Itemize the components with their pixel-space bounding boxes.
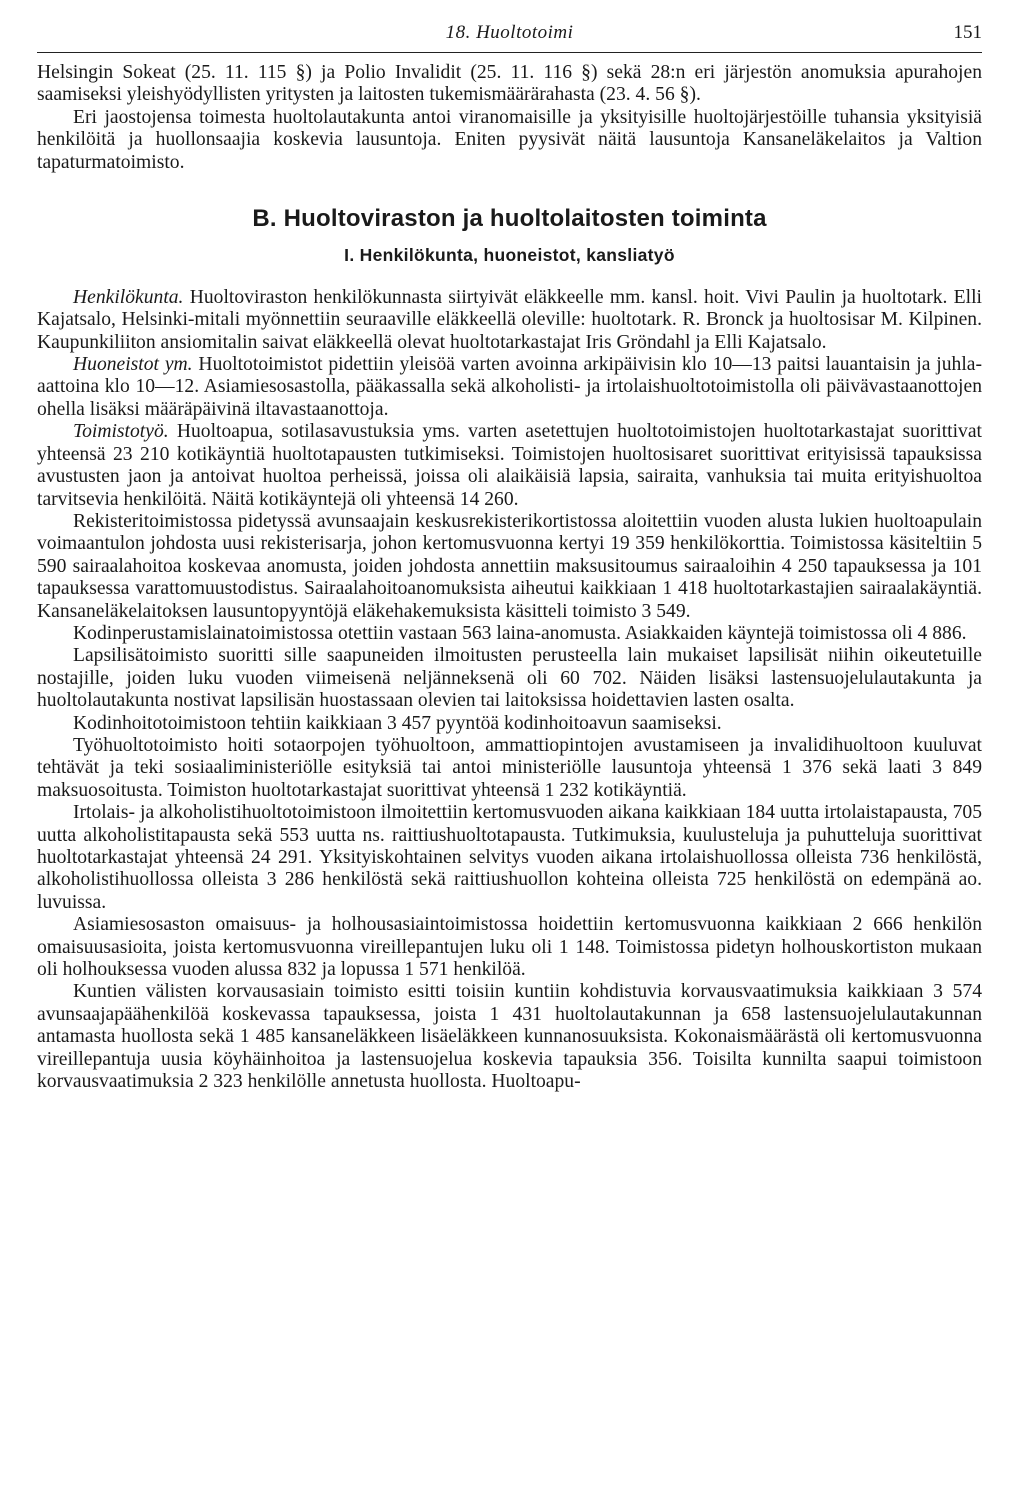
paragraph-lead: Toimistotyö. [73, 421, 169, 443]
paragraph: Kuntien välisten korvausasiain toimisto esitti toisiin kuntiin kohdistuvia korvausvaatimuksia kaikkiaan 3 574 avunsaajapäähenkilöä koskevassa tapauksessa, joista 1 431 huoltolautakunnan ja 658 lastensuojelulautakunnan antamasta huollosta sekä 1 485 kansaneläkkeen lisäeläkkeen kunnanosuuksista. Kokonaismäärästä oli kertomusvuonna vireillepantuja uusia köyhäinhoitoa ja lastensuojelua koskevia tapauksia 356. Toisilta kunnilta saapui toimistoon korvausvaatimuksia 2 323 henkilölle annetusta huollosta. Huoltoapu- [37, 981, 982, 1093]
paragraph: Kodinhoitotoimistoon tehtiin kaikkiaan 3 457 pyyntöä kodinhoitoavun saamiseksi. [73, 712, 722, 734]
body-text [37, 62, 982, 1093]
section-title: 18. Huoltotoimi [445, 22, 574, 43]
paragraph: Helsingin Sokeat (25. 11. 115 §) ja Polio Invalidit (25. 11. 116 §) sekä 28:n eri järjestön anomuksia apurahojen saamiseksi yleishyödyllisten yritysten ja laitosten tukemismäärärahasta (23. 4. 56 §). [37, 62, 982, 106]
paragraph-text: Huoltotoimistot pidettiin yleisöä varten avoinna arkipäivisin klo 10—13 paitsi lauantaisin ja juhla-aattoina klo 10—12. Asiamiesosastolla, pääkassalla sekä alkoholisti- ja irtolaishuoltotoimistolla oli päivävastaanottojen ohella lisäksi määräpäivinä iltavastaanottoja. [37, 354, 982, 420]
paragraph: Eri jaostojensa toimesta huoltolautakunta antoi viranomaisille ja yksityisille huoltojärjestöille tuhansia yksityisiä henkilöitä ja huollonsaajia koskevia lausuntoja. Eniten pyysivät näitä lausuntoja Kansaneläkelaitos ja Valtion tapaturmatoimisto. [37, 106, 982, 173]
paragraph: Lapsilisätoimisto suoritti sille saapuneiden ilmoitusten perusteella lain mukaiset lapsilisät niihin oikeutetuille nostajille, joiden luku vuoden viimeisenä neljänneksenä oli 60 702. Näiden lisäksi lastensuojelulautakunta ja huoltolautakunta nostivat lapsilisän huostassaan olevien tai laitoksissa hoidettavien lasten osalta. [37, 645, 982, 712]
paragraph: Asiamiesosaston omaisuus- ja holhousasiaintoimistossa hoidettiin kertomusvuonna kaikkiaan 2 666 henkilön omaisuusasioita, joista kertomusvuonna vireillepantujen luku oli 1 148. Toimistossa pidetyn holhouskortiston mukaan oli holhouksessa vuoden alussa 832 ja lopussa 1 571 henkilöä. [37, 914, 982, 981]
page-number: 151 [953, 22, 982, 43]
paragraph-text: Huoltoviraston henkilökunnasta siirtyivät eläkkeelle mm. kansl. hoit. Vivi Paulin ja huoltotark. Elli Kajatsalo, Helsinki-mitali myönnettiin seuraaville eläkkeellä oleville: huoltotark. R. Bronck ja huoltosisar M. Kilpinen. Kaupunkiliiton ansiomitalin saivat eläkkeellä olevat huoltotarkastajat Iris Gröndahl ja Elli Kajatsalo. [37, 286, 982, 353]
paragraph: Rekisteritoimistossa pidetyssä avunsaajain keskusrekisterikortistossa aloitettiin vuoden alusta lukien huoltoapulain voimaantulon johdosta uusi rekisterisarja, johon kertomusvuonna kertyi 19 359 henkilökorttia. Toimistossa käsiteltiin 5 590 sairaalahoitoa koskevaa anomusta, joiden johdosta annettiin maksusitoumus sairaaloihin 4 250 tapauksessa ja 101 tapauksessa varattomuustodistus. Sairaalahoitoanomuksista aiheutui kaikkiaan 1 418 huoltotarkastajien sairaalakäyntiä. Kansaneläkelaitoksen lausuntopyyntöjä eläkehakemuksista käsitteli toimisto 3 549. [37, 510, 982, 622]
paragraph-lead: Huoneistot ym. [73, 354, 193, 376]
section-heading: B. Huoltoviraston ja huoltolaitosten toiminta [252, 205, 767, 233]
paragraph-text: Huoltoapua, sotilasavustuksia yms. varten asetettujen huoltotoimistojen huoltotarkastajat suorittivat yhteensä 23 210 kotikäyntiä huoltotapausten tutkimiseksi. Toimistojen huoltosisaret suorittivat erityisissä tapauksissa avustusten jaon ja antoivat huoltoa perheissä, joissa oli alaikäisiä lapsia, sairaita, vanhuksia tai muita erityishuoltoa tarvitsevia henkilöitä. Näitä kotikäyntejä oli yhteensä 14 260. [37, 421, 982, 510]
paragraph: Työhuoltotoimisto hoiti sotaorpojen työhuoltoon, ammattiopintojen avustamiseen ja invalidihuoltoon kuuluvat tehtävät ja teki sosiaaliministeriölle esityksiä tai antoi ministeriölle lausuntoja yhteensä 1 376 sekä laati 3 849 maksuosoitusta. Toimiston huoltotarkastajat suorittivat yhteensä 1 232 kotikäyntiä. [37, 734, 982, 801]
subsection-heading: I. Henkilökunta, huoneistot, kansliatyö [344, 245, 675, 266]
paragraph [37, 354, 982, 421]
paragraph: Irtolais- ja alkoholistihuoltotoimistoon ilmoitettiin kertomusvuoden aikana kaikkiaan 184 uutta irtolaistapausta, 705 uutta alkoholistitapausta sekä 553 uutta ns. raittiushuoltotapausta. Tutkimuksia, kuulusteluja ja puhutteluja suorittivat huoltotarkastajat yhteensä 24 291. Yksityiskohtainen selvitys vuoden aikana irtolaishuollossa olleista 736 henkilöstä, alkoholistihuollossa olleista 3 286 henkilöstä sekä raittiushuollon kohteina olleista 725 henkilöstä on edempänä ao. luvuissa. [37, 802, 982, 913]
paragraph-lead: Henkilökunta. [73, 286, 184, 308]
paragraph: Kodinperustamislainatoimistossa otettiin vastaan 563 laina-anomusta. Asiakkaiden käyntejä toimistossa oli 4 886. [73, 622, 967, 644]
paragraph [37, 287, 982, 354]
paragraph [37, 421, 982, 511]
running-header [37, 16, 982, 53]
